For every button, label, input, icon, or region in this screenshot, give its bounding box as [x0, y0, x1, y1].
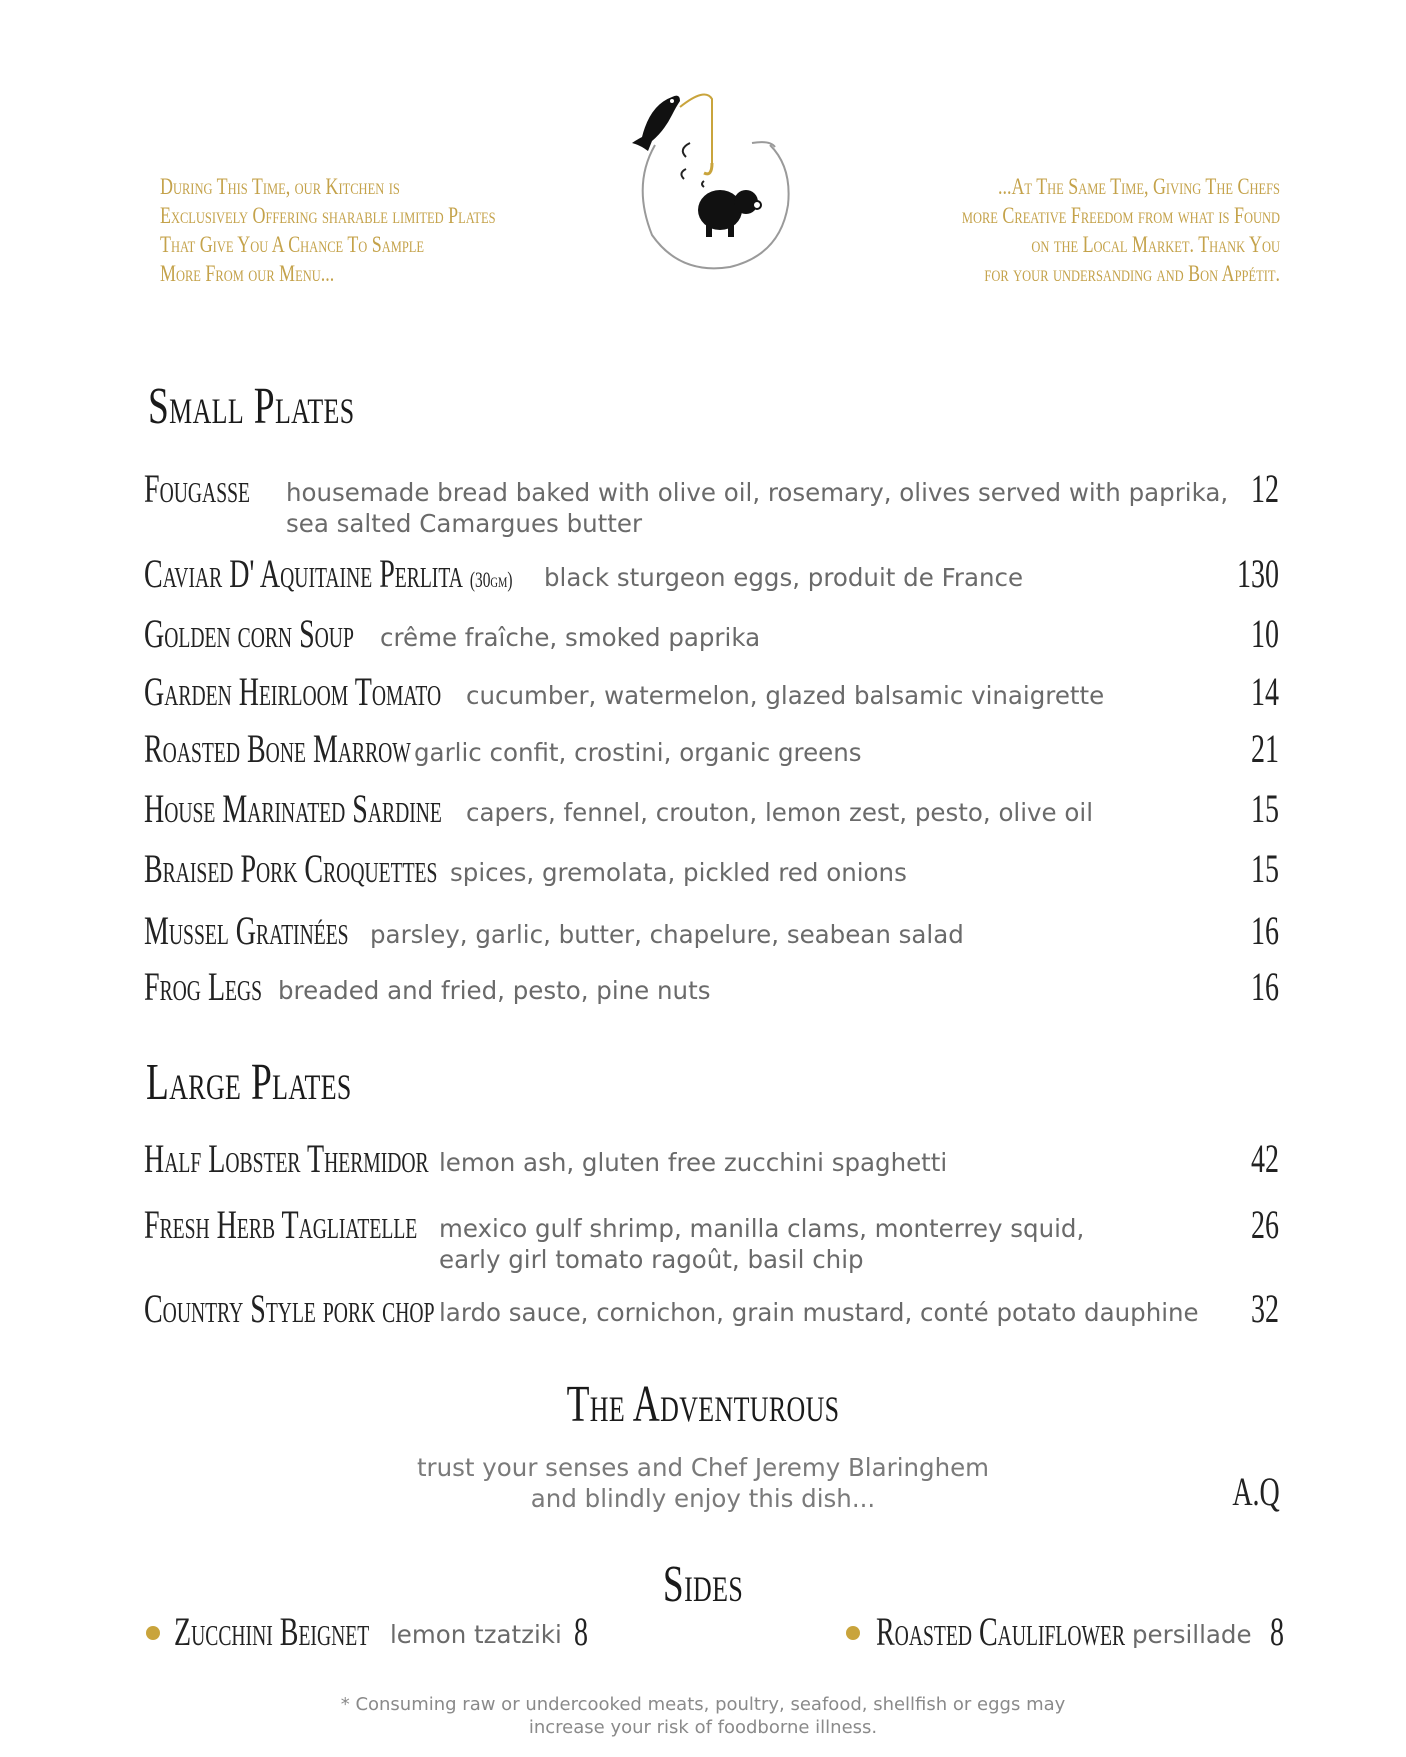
side-price: 8 [1270, 1609, 1284, 1654]
item-name: Golden corn Soup [144, 611, 354, 656]
item-name: House Marinated Sardine [144, 786, 442, 831]
item-price: 15 [1251, 846, 1279, 891]
header-left-line: That Give You A Chance To Sample [160, 232, 425, 257]
item-name: Fresh Herb Tagliatelle [144, 1202, 418, 1247]
item-description: breaded and fried, pesto, pine nuts [278, 976, 711, 1005]
item-name: Frog Legs [144, 964, 263, 1009]
item-price: 26 [1251, 1202, 1279, 1247]
header-left-line: During This Time, our Kitchen is [160, 174, 400, 199]
item-price: 32 [1251, 1286, 1279, 1331]
side-name: Zucchini Beignet [174, 1609, 370, 1654]
item-name: Caviar D' Aquitaine Perlita (30gm) [144, 551, 513, 596]
item-description: black sturgeon eggs, produit de France [544, 563, 1024, 592]
item-name: Mussel Gratinées [144, 908, 349, 953]
section-title-large-plates: Large Plates [146, 1054, 352, 1111]
item-name: Garden Heirloom Tomato [144, 669, 442, 714]
side-price: 8 [574, 1609, 588, 1654]
side-description: lemon tzatziki [390, 1620, 562, 1649]
side-item [146, 1608, 606, 1658]
section-title-small-plates: Small Plates [148, 378, 355, 435]
item-price: 12 [1251, 466, 1279, 511]
health-disclaimer: * Consuming raw or undercooked meats, poultry, seafood, shellfish or eggs may increase your risk of foodborne illness. [340, 1694, 1066, 1738]
header-right-line: ...At The Same Time, Giving The Chefs [998, 174, 1280, 199]
item-price: 15 [1251, 786, 1279, 831]
section-title-adventurous: The Adventurous [566, 1376, 840, 1433]
item-name: Fougasse [144, 466, 250, 511]
fishbowl-logo-icon [620, 85, 810, 285]
side-name: Roasted Cauliflower [876, 1609, 1126, 1654]
item-description: cucumber, watermelon, glazed balsamic vinaigrette [466, 681, 1105, 710]
header-left-line: Exclusively Offering sharable limited Plates [160, 203, 496, 228]
header-right-line: more Creative Freedom from what is Found [961, 203, 1280, 228]
header-left-note [160, 172, 496, 288]
item-price: 16 [1251, 908, 1279, 953]
item-price: 21 [1251, 726, 1279, 771]
item-description: spices, gremolata, pickled red onions [450, 858, 907, 887]
item-description: parsley, garlic, butter, chapelure, seabean salad [370, 920, 964, 949]
item-name: Braised Pork Croquettes [144, 846, 438, 891]
item-description: housemade bread baked with olive oil, rosemary, olives served with paprika, sea salted Camargues butter [286, 478, 1229, 538]
adventurous-description: trust your senses and Chef Jeremy Blaringhem and blindly enjoy this dish... [416, 1453, 990, 1513]
side-item [846, 1608, 1286, 1658]
item-name: Country Style pork chop [144, 1286, 435, 1331]
item-name: Half Lobster Thermidor [144, 1136, 429, 1181]
gold-bullet-icon [846, 1626, 860, 1640]
adventurous-price: A.Q [1232, 1469, 1280, 1514]
item-name-portion: (30gm) [469, 567, 513, 592]
header-right-line: for your undersanding and Bon Appétit. [984, 261, 1280, 286]
item-description: mexico gulf shrimp, manilla clams, monterrey squid, early girl tomato ragoût, basil chip [439, 1214, 1085, 1274]
item-price: 130 [1237, 551, 1279, 596]
gold-bullet-icon [146, 1626, 160, 1640]
item-description: lemon ash, gluten free zucchini spaghetti [439, 1148, 948, 1177]
item-description: capers, fennel, crouton, lemon zest, pesto, olive oil [466, 798, 1094, 827]
item-price: 14 [1251, 669, 1279, 714]
item-price: 42 [1251, 1136, 1279, 1181]
item-description: crême fraîche, smoked paprika [380, 623, 761, 652]
header-right-line: on the Local Market. Thank You [1031, 232, 1280, 257]
side-description: persillade [1132, 1620, 1252, 1649]
header-left-line: More From our Menu... [160, 261, 335, 286]
item-description: garlic confit, crostini, organic greens [414, 738, 862, 767]
item-price: 10 [1251, 611, 1279, 656]
item-name: Roasted Bone Marrow [144, 726, 411, 771]
item-price: 16 [1251, 964, 1279, 1009]
section-title-sides: Sides [662, 1556, 744, 1613]
header-right-note [952, 172, 1280, 288]
item-description: lardo sauce, cornichon, grain mustard, conté potato dauphine [439, 1298, 1199, 1327]
